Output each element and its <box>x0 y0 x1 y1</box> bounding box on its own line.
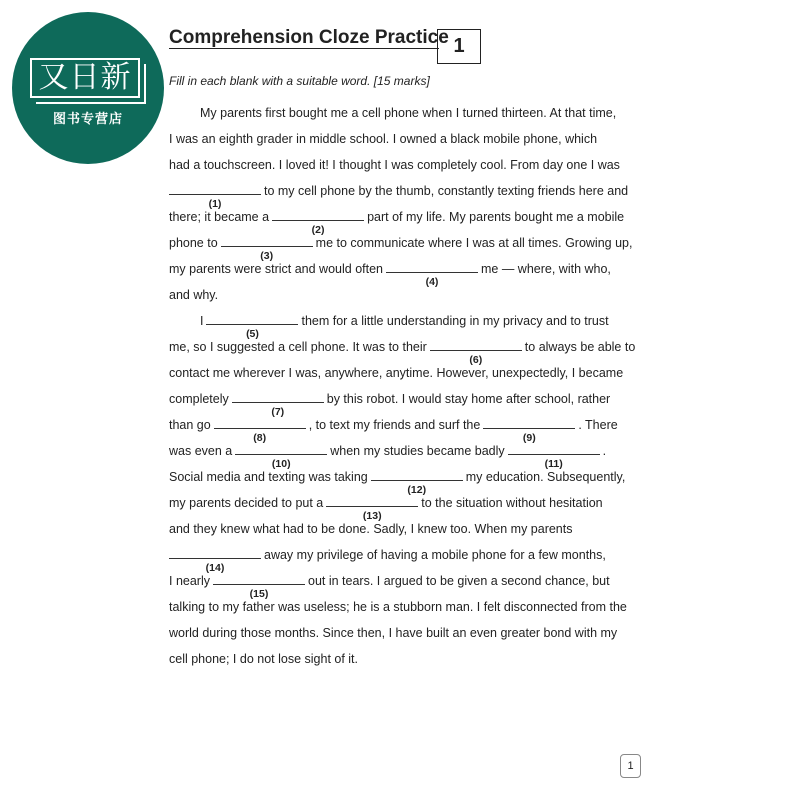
passage-line: I was an eighth grader in middle school. I owned a black mobile phone, which <box>169 132 598 146</box>
passage-line: (14) away my privilege of having a mobile phone for a few months, <box>169 548 606 562</box>
blank-field[interactable] <box>235 444 327 470</box>
passage-line: was even a (10) when my studies became badly (11) . <box>169 444 607 470</box>
blank-field[interactable] <box>206 314 298 340</box>
passage-line: than go (8) , to text my friends and surf the (9) . There <box>169 418 618 444</box>
passage-line: me, so I suggested a cell phone. It was to their (6) to always be able to <box>169 340 636 366</box>
passage-line: my parents decided to put a (13) to the situation without hesitation <box>169 496 603 522</box>
blank-number: (7) <box>271 406 285 418</box>
passage-line: and why. <box>169 288 219 302</box>
passage-line: I (5) them for a little understanding in my privacy and to trust <box>200 314 609 340</box>
blank-field[interactable] <box>508 444 600 470</box>
blank-number: (5) <box>246 328 259 340</box>
blank-field[interactable] <box>430 340 522 366</box>
blank-number: (4) <box>425 276 439 288</box>
blank-field[interactable] <box>213 574 305 600</box>
page-number: 1 <box>620 754 641 778</box>
passage-line: completely (7) by this robot. I would stay home after school, rather <box>169 392 611 418</box>
blank-number: (14) <box>205 562 225 574</box>
blank-number: (11) <box>544 458 563 470</box>
passage-line: talking to my father was useless; he is a stubborn man. I felt disconnected from the <box>169 600 627 614</box>
passage-line: My parents first bought me a cell phone when I turned thirteen. At that time, <box>200 106 617 120</box>
logo-subtitle: 图书专营店 <box>52 111 123 126</box>
blank-number: (10) <box>271 458 291 470</box>
passage-line: there; it became a (2) part of my life. My parents bought me a mobile <box>169 210 625 236</box>
blank-number: (8) <box>253 432 267 444</box>
instructions: Fill in each blank with a suitable word. [15 marks] <box>169 74 430 88</box>
passage-line: Social media and texting was taking (12) my education. Subsequently, <box>169 470 626 496</box>
blank-field[interactable] <box>169 548 261 574</box>
blank-number: (2) <box>311 224 325 236</box>
blank-field[interactable] <box>483 418 575 444</box>
blank-number: (9) <box>522 432 536 444</box>
passage-line: had a touchscreen. I loved it! I thought I was completely cool. From day one I was <box>169 158 620 172</box>
store-logo <box>12 12 164 164</box>
passage-line: world during those months. Since then, I have built an even greater bond with my <box>169 626 618 640</box>
blank-number: (3) <box>260 250 274 262</box>
passage-line: cell phone; I do not lose sight of it. <box>169 652 359 666</box>
blank-field[interactable] <box>232 392 324 418</box>
blank-number: (1) <box>208 198 222 210</box>
passage-line: my parents were strict and would often (4) me — where, with who, <box>169 262 611 288</box>
logo-wordmark: 又日新 <box>30 58 140 98</box>
blank-field[interactable] <box>371 470 463 496</box>
blank-number: (13) <box>362 510 382 522</box>
blank-field[interactable] <box>214 418 306 444</box>
title-underline <box>169 48 439 49</box>
blank-field[interactable] <box>272 210 364 236</box>
blank-number: (15) <box>249 588 269 600</box>
blank-field[interactable] <box>326 496 418 522</box>
passage-line: contact me wherever I was, anywhere, anytime. However, unexpectedly, I became <box>169 366 624 380</box>
exercise-number-badge: 1 <box>437 29 481 64</box>
blank-field[interactable] <box>221 236 313 262</box>
passage-line: (1) to my cell phone by the thumb, constantly texting friends here and <box>169 184 628 198</box>
passage-line: I nearly (15) out in tears. I argued to be given a second chance, but <box>169 574 610 600</box>
blank-field[interactable] <box>386 262 478 288</box>
blank-number: (6) <box>469 354 483 366</box>
page-title: Comprehension Cloze Practice <box>169 27 449 48</box>
passage-line: phone to (3) me to communicate where I was at all times. Growing up, <box>169 236 633 262</box>
blank-field[interactable] <box>169 184 261 210</box>
passage-line: and they knew what had to be done. Sadly, I knew too. When my parents <box>169 522 573 536</box>
blank-number: (12) <box>407 484 427 496</box>
